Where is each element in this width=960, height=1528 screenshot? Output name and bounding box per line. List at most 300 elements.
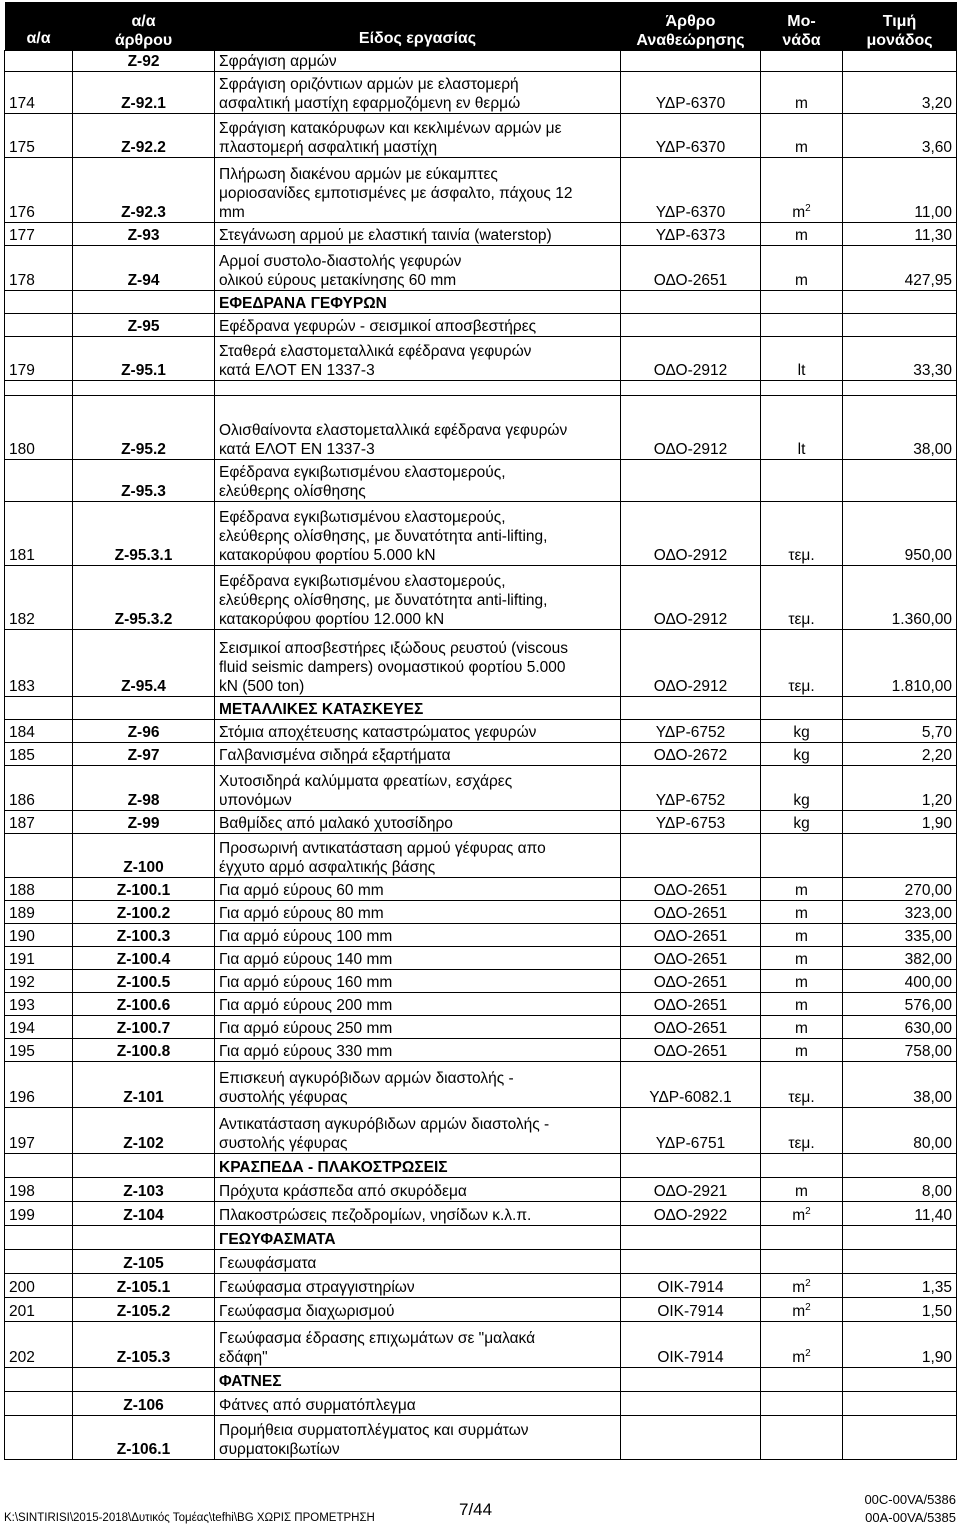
row-number: 197 bbox=[5, 1108, 73, 1154]
row-number: 180 bbox=[5, 396, 73, 460]
work-description bbox=[215, 396, 621, 460]
table-row bbox=[5, 460, 957, 502]
unit-price: 11,40 bbox=[843, 1202, 957, 1226]
work-description bbox=[215, 1108, 621, 1154]
header-unit: Mo- νάδα bbox=[761, 2, 843, 51]
section-heading-row bbox=[5, 1368, 957, 1392]
unit: m bbox=[792, 204, 806, 221]
unit-price: 758,00 bbox=[843, 1039, 957, 1062]
description-line: mm bbox=[219, 204, 245, 221]
unit-price: 400,00 bbox=[843, 970, 957, 993]
article-code: Ζ-92.1 bbox=[73, 72, 215, 114]
table-row bbox=[5, 1250, 957, 1274]
row-number: 184 bbox=[5, 720, 73, 743]
revision-article: ΥΔΡ-6752 bbox=[621, 720, 761, 743]
table-row bbox=[5, 924, 957, 947]
unit-price: 1,35 bbox=[843, 1274, 957, 1298]
unit-price: 5,70 bbox=[843, 720, 957, 743]
description-line: Σφράγιση οριζόντιων αρμών με ελαστομερή bbox=[219, 76, 519, 93]
row-number bbox=[5, 314, 73, 337]
unit-price bbox=[843, 51, 957, 72]
unit: lt bbox=[797, 362, 806, 379]
unit-price: 576,00 bbox=[843, 993, 957, 1016]
work-description bbox=[215, 223, 621, 246]
table-row bbox=[5, 1108, 957, 1154]
work-description bbox=[215, 766, 621, 811]
article-code: Ζ-92 bbox=[73, 51, 215, 72]
work-description bbox=[215, 502, 621, 566]
row-number: 192 bbox=[5, 970, 73, 993]
unit: τεμ. bbox=[788, 678, 815, 695]
table-row bbox=[5, 1178, 957, 1202]
description-line: Στόμια αποχέτευσης καταστρώματος γεφυρών bbox=[219, 724, 537, 741]
unit-price: 11,30 bbox=[843, 223, 957, 246]
table-row bbox=[5, 72, 957, 114]
revision-article: ΥΔΡ-6370 bbox=[621, 158, 761, 223]
article-code: Ζ-95.3.1 bbox=[73, 502, 215, 566]
table-row bbox=[5, 947, 957, 970]
row-number bbox=[5, 1154, 73, 1178]
header-description: Είδος εργασίας bbox=[215, 2, 621, 51]
unit-exponent: 2 bbox=[805, 203, 811, 214]
work-description bbox=[215, 460, 621, 502]
row-number bbox=[5, 1250, 73, 1274]
unit: m bbox=[792, 1207, 806, 1224]
table-row bbox=[5, 630, 957, 697]
unit-price bbox=[843, 1392, 957, 1416]
description-line: Βαθμίδες από μαλακό χυτοσίδηρο bbox=[219, 815, 453, 832]
article-code: Ζ-100.6 bbox=[73, 993, 215, 1016]
revision-article: ΥΔΡ-6370 bbox=[621, 114, 761, 158]
description-line: υπονόμων bbox=[219, 792, 292, 809]
article-code: Ζ-102 bbox=[73, 1108, 215, 1154]
table-row bbox=[5, 566, 957, 630]
unit-price bbox=[843, 834, 957, 878]
work-description bbox=[215, 314, 621, 337]
row-number: 174 bbox=[5, 72, 73, 114]
unit-price: 80,00 bbox=[843, 1108, 957, 1154]
description-line: Εφέδρανα εγκιβωτισμένου ελαστομερούς, bbox=[219, 464, 506, 481]
revision-article bbox=[621, 697, 761, 720]
unit-cell bbox=[761, 720, 843, 743]
revision-article: ΟΔΟ-2912 bbox=[621, 337, 761, 381]
description-line: πλαστομερή ασφαλτική μαστίχη bbox=[219, 139, 438, 156]
revision-article: ΟΔΟ-2912 bbox=[621, 566, 761, 630]
unit-price: 630,00 bbox=[843, 1016, 957, 1039]
work-description bbox=[215, 834, 621, 878]
article-code: Ζ-94 bbox=[73, 246, 215, 291]
article-code: Ζ-105.1 bbox=[73, 1274, 215, 1298]
row-number: 191 bbox=[5, 947, 73, 970]
unit-cell bbox=[761, 993, 843, 1016]
unit-cell bbox=[761, 743, 843, 766]
description-line: ελεύθερης ολίσθησης bbox=[219, 483, 366, 500]
row-number: 182 bbox=[5, 566, 73, 630]
table-row bbox=[5, 1416, 957, 1460]
table-row bbox=[5, 1039, 957, 1062]
unit: m bbox=[795, 905, 808, 922]
row-number: 200 bbox=[5, 1274, 73, 1298]
unit-cell bbox=[761, 1274, 843, 1298]
work-description bbox=[215, 1274, 621, 1298]
article-code: Ζ-93 bbox=[73, 223, 215, 246]
description-line: Γεωύφασμα έδρασης επιχωμάτων σε "μαλακά bbox=[219, 1330, 536, 1347]
unit: m bbox=[795, 951, 808, 968]
section-heading-row bbox=[5, 697, 957, 720]
work-description bbox=[215, 924, 621, 947]
row-number: 202 bbox=[5, 1322, 73, 1368]
row-number: 189 bbox=[5, 901, 73, 924]
description-line: Προμήθεια συρματοπλέγματος και συρμάτων bbox=[219, 1422, 529, 1439]
description-line: Εφέδρανα εγκιβωτισμένου ελαστομερούς, bbox=[219, 573, 506, 590]
description-line: συρματοκιβωτίων bbox=[219, 1441, 340, 1458]
article-code: Ζ-105 bbox=[73, 1250, 215, 1274]
unit-price: 1.360,00 bbox=[843, 566, 957, 630]
description-line: Πλακοστρώσεις πεζοδρομίων, νησίδων κ.λ.π. bbox=[219, 1207, 532, 1224]
revision-article: ΟΔΟ-2651 bbox=[621, 970, 761, 993]
description-line: Εφέδρανα γεφυρών - σεισμικοί αποσβεστήρες bbox=[219, 318, 537, 335]
row-number: 187 bbox=[5, 811, 73, 834]
description-line: ΓΕΩΥΦΑΣΜΑΤΑ bbox=[219, 1231, 336, 1248]
description-line: ΕΦΕΔΡΑΝΑ ΓΕΦΥΡΩΝ bbox=[219, 295, 387, 312]
section-heading bbox=[215, 697, 621, 720]
table-row bbox=[5, 314, 957, 337]
description-line: Για αρμό εύρους 80 mm bbox=[219, 905, 384, 922]
row-number: 199 bbox=[5, 1202, 73, 1226]
unit-cell bbox=[761, 1392, 843, 1416]
work-description bbox=[215, 947, 621, 970]
section-heading bbox=[215, 1226, 621, 1250]
unit-cell bbox=[761, 223, 843, 246]
table-row bbox=[5, 337, 957, 381]
row-number bbox=[5, 1416, 73, 1460]
article-code: Ζ-92.3 bbox=[73, 158, 215, 223]
table-row bbox=[5, 1062, 957, 1108]
revision-article: ΟΔΟ-2912 bbox=[621, 630, 761, 697]
work-description bbox=[215, 51, 621, 72]
unit: kg bbox=[793, 747, 810, 764]
section-heading bbox=[215, 1368, 621, 1392]
row-number: 183 bbox=[5, 630, 73, 697]
unit-cell bbox=[761, 766, 843, 811]
row-number: 195 bbox=[5, 1039, 73, 1062]
footer-file-path: K:\SINTIRISI\2015-2018\Δυτικός Τομέας\tefhi\BG ΧΩΡΙΣ ΠΡΟΜΕΤΡΗΣΗ bbox=[4, 1512, 375, 1524]
description-line: κατά ΕΛΟΤ ΕΝ 1337-3 bbox=[219, 362, 375, 379]
unit-cell bbox=[761, 337, 843, 381]
table-header bbox=[5, 2, 957, 51]
row-number: 196 bbox=[5, 1062, 73, 1108]
unit-price: 3,60 bbox=[843, 114, 957, 158]
revision-article: ΥΔΡ-6370 bbox=[621, 72, 761, 114]
description-line: ολικού εύρους μετακίνησης 60 mm bbox=[219, 272, 457, 289]
unit-cell bbox=[761, 901, 843, 924]
unit-price bbox=[843, 314, 957, 337]
row-number: 201 bbox=[5, 1298, 73, 1322]
unit: m bbox=[795, 272, 808, 289]
unit-cell bbox=[761, 1178, 843, 1202]
row-number: 176 bbox=[5, 158, 73, 223]
row-number bbox=[5, 51, 73, 72]
unit-cell bbox=[761, 460, 843, 502]
unit: m bbox=[795, 227, 808, 244]
description-line: ΦΑΤΝΕΣ bbox=[219, 1373, 282, 1390]
description-line: εδάφη" bbox=[219, 1349, 268, 1366]
unit-price bbox=[843, 1416, 957, 1460]
row-number bbox=[5, 1226, 73, 1250]
article-code: Ζ-98 bbox=[73, 766, 215, 811]
revision-article: ΟΔΟ-2912 bbox=[621, 396, 761, 460]
unit: τεμ. bbox=[788, 547, 815, 564]
revision-article: ΟΔΟ-2651 bbox=[621, 878, 761, 901]
work-description bbox=[215, 1298, 621, 1322]
revision-article: ΥΔΡ-6752 bbox=[621, 766, 761, 811]
unit-cell bbox=[761, 811, 843, 834]
unit-price bbox=[843, 1154, 957, 1178]
unit-price: 1,50 bbox=[843, 1298, 957, 1322]
section-heading bbox=[215, 291, 621, 314]
table-row bbox=[5, 1016, 957, 1039]
row-number bbox=[5, 291, 73, 314]
row-number bbox=[5, 460, 73, 502]
description-line: Για αρμό εύρους 60 mm bbox=[219, 882, 384, 899]
work-description bbox=[215, 901, 621, 924]
revision-article: ΟΙΚ-7914 bbox=[621, 1298, 761, 1322]
unit-exponent: 2 bbox=[805, 1206, 811, 1217]
unit-cell bbox=[761, 72, 843, 114]
revision-article: ΟΔΟ-2912 bbox=[621, 502, 761, 566]
row-number: 181 bbox=[5, 502, 73, 566]
unit-cell bbox=[761, 566, 843, 630]
unit-cell bbox=[761, 502, 843, 566]
row-number: 178 bbox=[5, 246, 73, 291]
revision-article bbox=[621, 834, 761, 878]
description-line: Γεωύφασμα διαχωρισμού bbox=[219, 1303, 395, 1320]
unit-cell bbox=[761, 834, 843, 878]
description-line: Επισκευή αγκυρόβιδων αρμών διαστολής - bbox=[219, 1070, 514, 1087]
article-code: Ζ-100.4 bbox=[73, 947, 215, 970]
unit: kg bbox=[793, 724, 810, 741]
revision-article bbox=[621, 1368, 761, 1392]
work-description bbox=[215, 158, 621, 223]
unit-cell bbox=[761, 1154, 843, 1178]
article-code: Ζ-100.8 bbox=[73, 1039, 215, 1062]
article-code: Ζ-95.2 bbox=[73, 396, 215, 460]
unit-price: 1,90 bbox=[843, 811, 957, 834]
article-code: Ζ-100.1 bbox=[73, 878, 215, 901]
article-code: Ζ-106.1 bbox=[73, 1416, 215, 1460]
description-line: Σεισμικοί αποσβεστήρες ιξώδους ρευστού (viscous bbox=[219, 640, 568, 657]
description-line: κατακορύφου φορτίου 5.000 kN bbox=[219, 547, 436, 564]
description-line: Για αρμό εύρους 100 mm bbox=[219, 928, 393, 945]
unit-cell bbox=[761, 114, 843, 158]
unit-price bbox=[843, 1226, 957, 1250]
unit: m bbox=[795, 139, 808, 156]
revision-article: ΟΔΟ-2672 bbox=[621, 743, 761, 766]
unit-exponent: 2 bbox=[805, 1348, 811, 1359]
table-row bbox=[5, 970, 957, 993]
description-line: Γαλβανισμένα σιδηρά εξαρτήματα bbox=[219, 747, 451, 764]
section-heading-row bbox=[5, 1226, 957, 1250]
table-row bbox=[5, 1298, 957, 1322]
unit-cell bbox=[761, 51, 843, 72]
article-code: Ζ-100.3 bbox=[73, 924, 215, 947]
footer-code-1: 00C-00VA/5386 bbox=[864, 1492, 956, 1507]
unit-cell bbox=[761, 1416, 843, 1460]
unit: τεμ. bbox=[788, 611, 815, 628]
article-code bbox=[73, 1368, 215, 1392]
article-code: Ζ-105.3 bbox=[73, 1322, 215, 1368]
row-spacer bbox=[5, 381, 957, 396]
revision-article bbox=[621, 51, 761, 72]
revision-article: ΟΔΟ-2651 bbox=[621, 993, 761, 1016]
unit-price: 38,00 bbox=[843, 1062, 957, 1108]
table-row bbox=[5, 743, 957, 766]
work-description bbox=[215, 970, 621, 993]
unit: m bbox=[795, 928, 808, 945]
description-line: ελεύθερης ολίσθησης, με δυνατότητα anti-lifting, bbox=[219, 528, 548, 545]
table-row bbox=[5, 114, 957, 158]
unit-price: 335,00 bbox=[843, 924, 957, 947]
description-line: Στεγάνωση αρμού με ελαστική ταινία (waterstop) bbox=[219, 227, 552, 244]
unit-price bbox=[843, 460, 957, 502]
unit-cell bbox=[761, 1108, 843, 1154]
description-line: Σφράγιση κατακόρυφων και κεκλιμένων αρμών με bbox=[219, 120, 562, 137]
work-description bbox=[215, 246, 621, 291]
unit-price: 33,30 bbox=[843, 337, 957, 381]
unit-cell bbox=[761, 1062, 843, 1108]
unit-cell bbox=[761, 1226, 843, 1250]
table-row bbox=[5, 811, 957, 834]
unit-cell bbox=[761, 158, 843, 223]
unit-price: 1.810,00 bbox=[843, 630, 957, 697]
unit-price: 1,20 bbox=[843, 766, 957, 811]
unit-cell bbox=[761, 1298, 843, 1322]
unit-price: 3,20 bbox=[843, 72, 957, 114]
revision-article bbox=[621, 314, 761, 337]
revision-article bbox=[621, 1250, 761, 1274]
unit-price: 950,00 bbox=[843, 502, 957, 566]
article-code: Ζ-97 bbox=[73, 743, 215, 766]
unit-cell bbox=[761, 697, 843, 720]
work-description bbox=[215, 72, 621, 114]
unit-cell bbox=[761, 1368, 843, 1392]
revision-article: ΟΙΚ-7914 bbox=[621, 1274, 761, 1298]
work-description bbox=[215, 566, 621, 630]
revision-article: ΟΔΟ-2651 bbox=[621, 246, 761, 291]
description-line: κατά ΕΛΟΤ ΕΝ 1337-3 bbox=[219, 441, 375, 458]
revision-article bbox=[621, 1416, 761, 1460]
work-description bbox=[215, 1250, 621, 1274]
unit-price: 270,00 bbox=[843, 878, 957, 901]
revision-article: ΟΔΟ-2922 bbox=[621, 1202, 761, 1226]
page-number: 7/44 bbox=[459, 1500, 493, 1519]
description-line: έγχυτο αρμό ασφαλτικής βάσης bbox=[219, 859, 436, 876]
revision-article: ΟΔΟ-2651 bbox=[621, 1016, 761, 1039]
article-code: Ζ-100.7 bbox=[73, 1016, 215, 1039]
unit-price bbox=[843, 291, 957, 314]
unit-price: 427,95 bbox=[843, 246, 957, 291]
unit: m bbox=[792, 1303, 806, 1320]
footer-code-2: 00A-00VA/5385 bbox=[865, 1510, 956, 1525]
description-line: Χυτοσιδηρά καλύμματα φρεατίων, εσχάρες bbox=[219, 773, 513, 790]
table-row bbox=[5, 1392, 957, 1416]
unit: τεμ. bbox=[788, 1089, 815, 1106]
unit-price: 2,20 bbox=[843, 743, 957, 766]
work-description bbox=[215, 811, 621, 834]
article-code: Ζ-105.2 bbox=[73, 1298, 215, 1322]
header-price: Τιμή μονάδος bbox=[843, 2, 957, 51]
table-row bbox=[5, 720, 957, 743]
unit: m bbox=[795, 1183, 808, 1200]
description-line: συστολής γέφυρας bbox=[219, 1089, 348, 1106]
table-row bbox=[5, 834, 957, 878]
article-code: Ζ-100 bbox=[73, 834, 215, 878]
description-line: Για αρμό εύρους 200 mm bbox=[219, 997, 393, 1014]
work-description bbox=[215, 743, 621, 766]
header-article: α/α άρθρου bbox=[73, 2, 215, 51]
unit-price: 382,00 bbox=[843, 947, 957, 970]
description-line: Για αρμό εύρους 250 mm bbox=[219, 1020, 393, 1037]
revision-article bbox=[621, 460, 761, 502]
article-code: Ζ-100.5 bbox=[73, 970, 215, 993]
unit-exponent: 2 bbox=[805, 1278, 811, 1289]
unit-cell bbox=[761, 396, 843, 460]
description-line: Γεωυφάσματα bbox=[219, 1255, 317, 1272]
row-number: 179 bbox=[5, 337, 73, 381]
unit-cell bbox=[761, 947, 843, 970]
work-description bbox=[215, 1202, 621, 1226]
article-code: Ζ-100.2 bbox=[73, 901, 215, 924]
row-number: 177 bbox=[5, 223, 73, 246]
unit: m bbox=[795, 974, 808, 991]
unit: kg bbox=[793, 792, 810, 809]
description-line: ΜΕΤΑΛΛΙΚΕΣ ΚΑΤΑΣΚΕΥΕΣ bbox=[219, 701, 424, 718]
work-description bbox=[215, 1392, 621, 1416]
description-line: Σταθερά ελαστομεταλλικά εφέδρανα γεφυρών bbox=[219, 343, 532, 360]
unit-price bbox=[843, 1250, 957, 1274]
work-description bbox=[215, 114, 621, 158]
row-number: 188 bbox=[5, 878, 73, 901]
unit-cell bbox=[761, 291, 843, 314]
revision-article: ΥΔΡ-6082.1 bbox=[621, 1062, 761, 1108]
work-description bbox=[215, 1322, 621, 1368]
work-description bbox=[215, 720, 621, 743]
description-line: συστολής γέφυρας bbox=[219, 1135, 348, 1152]
unit-cell bbox=[761, 970, 843, 993]
row-number bbox=[5, 697, 73, 720]
work-description bbox=[215, 1016, 621, 1039]
description-line: kN (500 ton) bbox=[219, 678, 305, 695]
row-number: 186 bbox=[5, 766, 73, 811]
table-row bbox=[5, 51, 957, 72]
revision-article: ΥΔΡ-6751 bbox=[621, 1108, 761, 1154]
table-row bbox=[5, 396, 957, 460]
unit: m bbox=[795, 1043, 808, 1060]
description-line: Αρμοί συστολο-διαστολής γεφυρών bbox=[219, 253, 462, 270]
table-row bbox=[5, 1322, 957, 1368]
unit-price: 8,00 bbox=[843, 1178, 957, 1202]
revision-article: ΟΔΟ-2651 bbox=[621, 947, 761, 970]
work-description bbox=[215, 1178, 621, 1202]
article-code: Ζ-103 bbox=[73, 1178, 215, 1202]
work-description bbox=[215, 1416, 621, 1460]
article-code bbox=[73, 697, 215, 720]
revision-article bbox=[621, 1392, 761, 1416]
revision-article: ΥΔΡ-6373 bbox=[621, 223, 761, 246]
table-row bbox=[5, 878, 957, 901]
revision-article: ΥΔΡ-6753 bbox=[621, 811, 761, 834]
description-line: Πλήρωση διακένου αρμών με εύκαμπτες bbox=[219, 166, 498, 183]
